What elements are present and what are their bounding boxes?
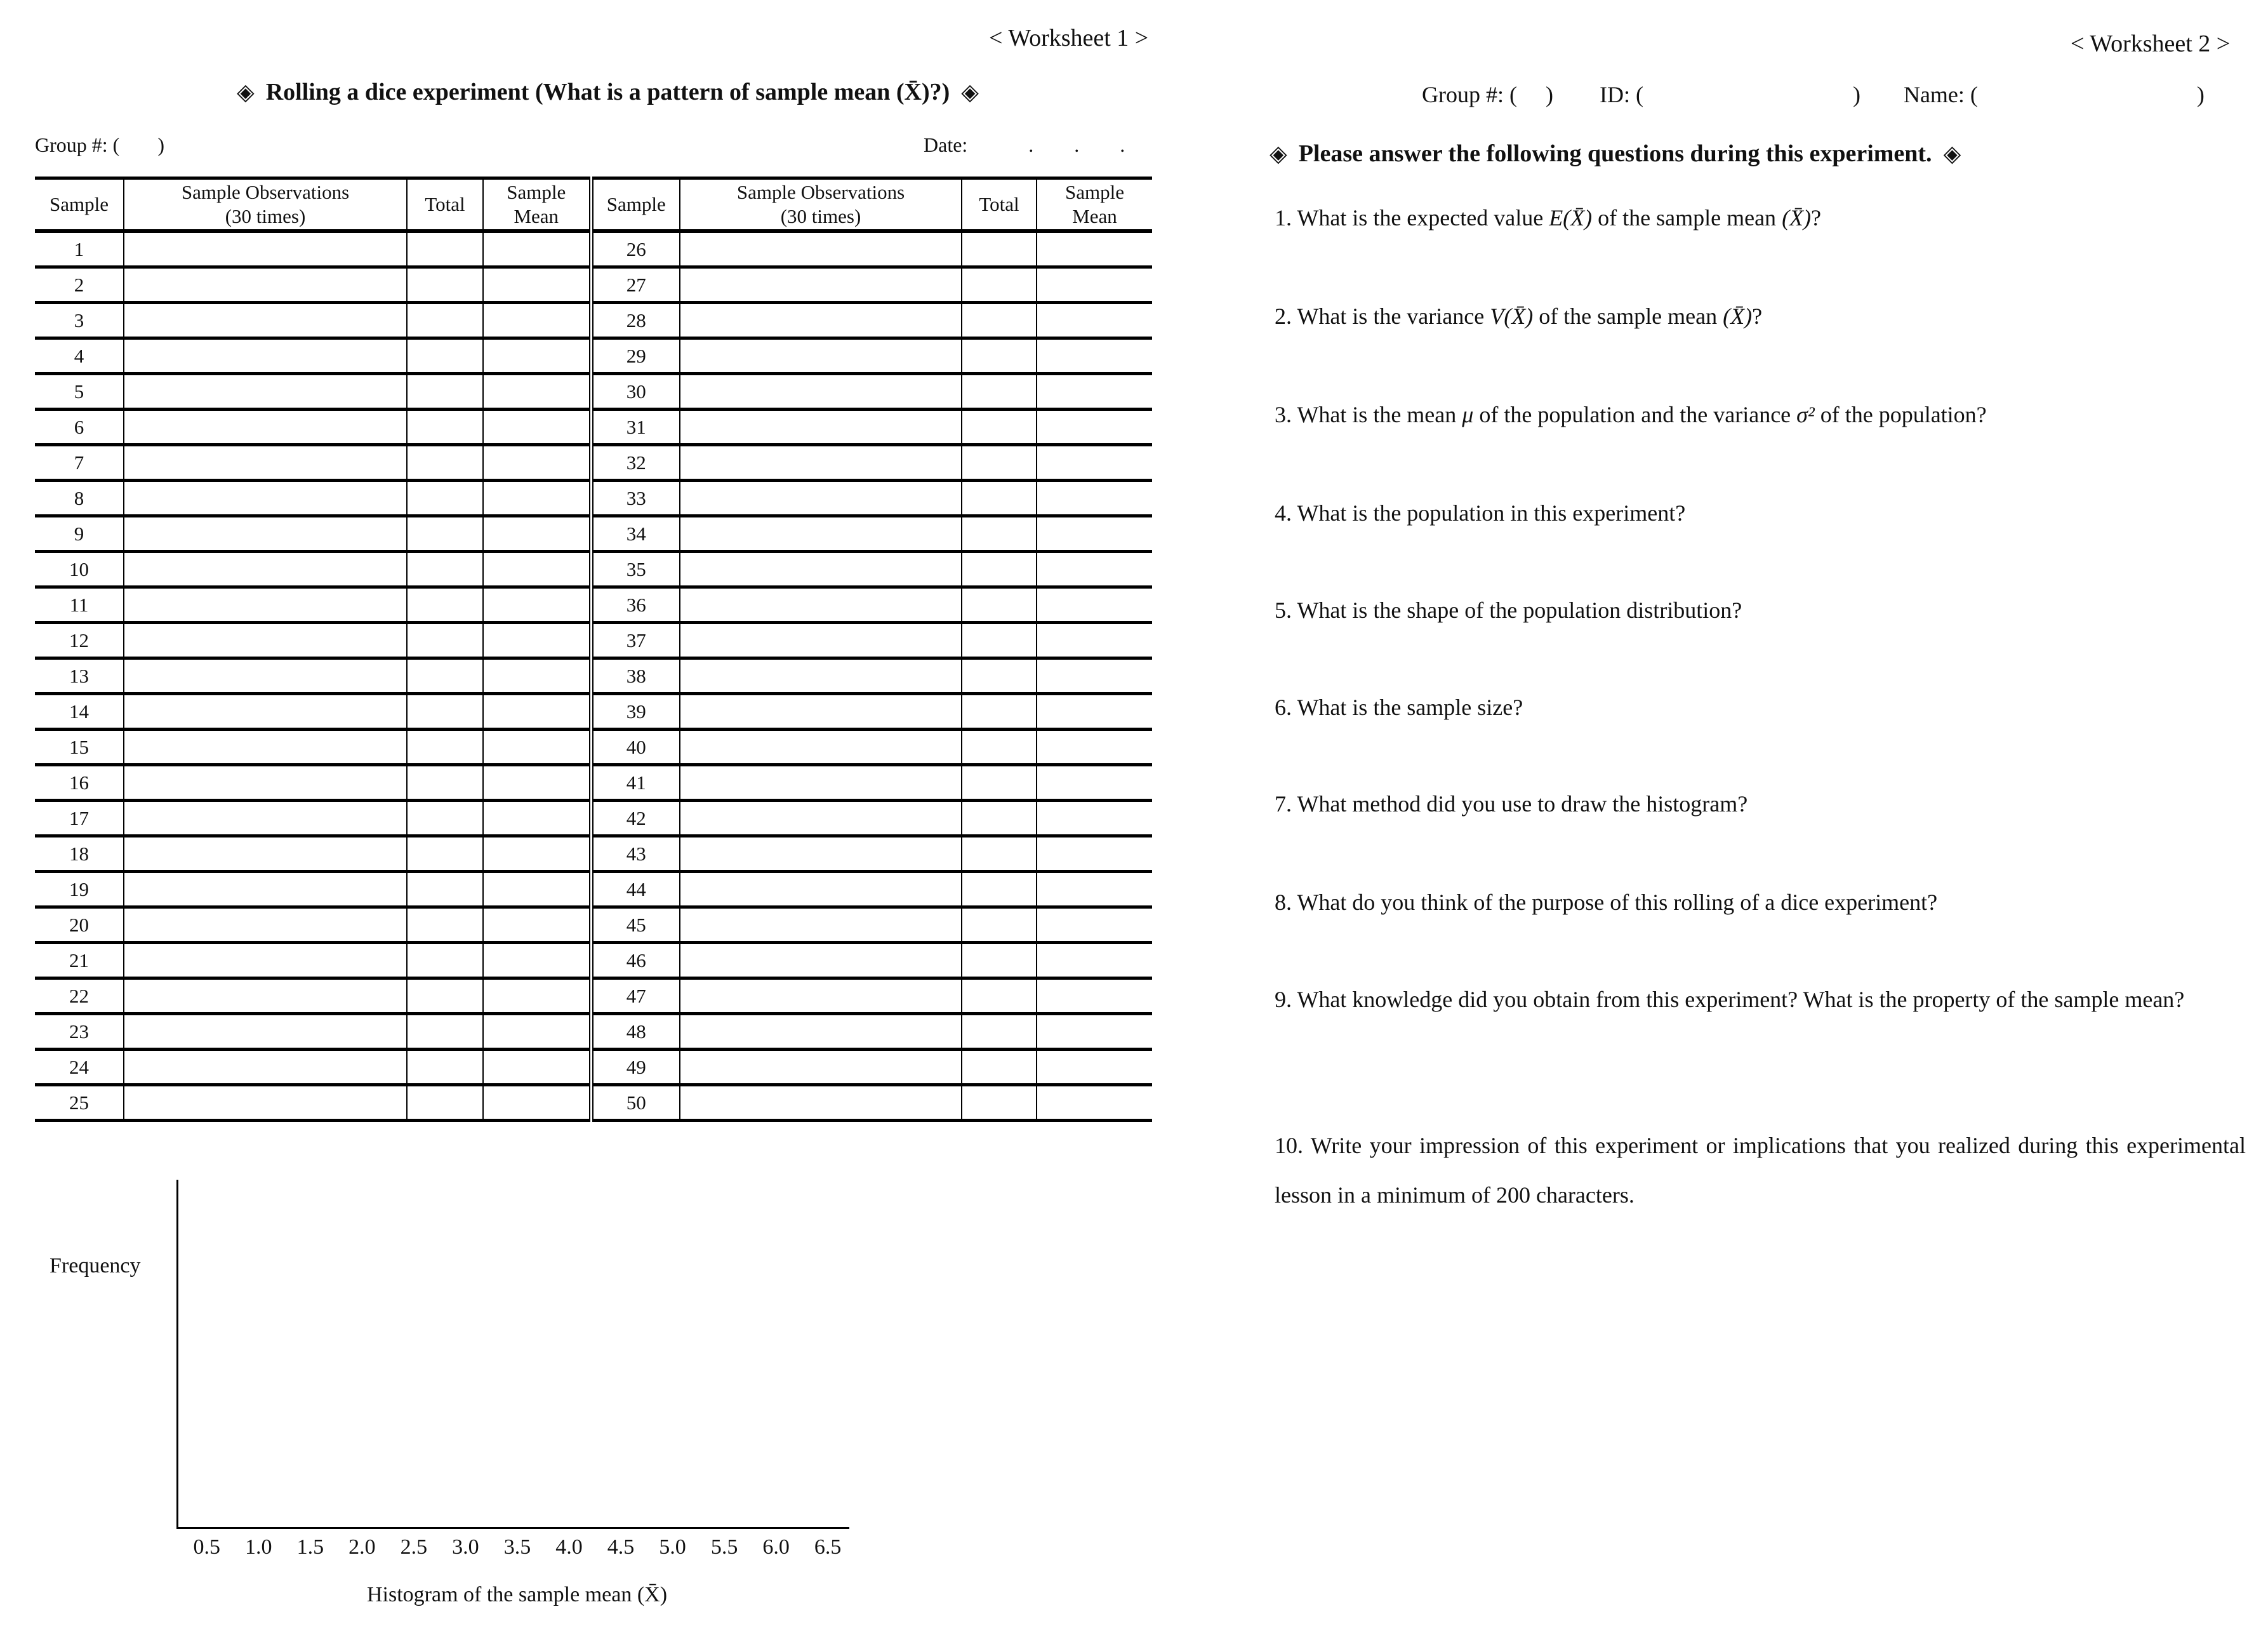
observations-cell[interactable] [680,943,962,978]
worksheet-1-label: < Worksheet 1 > [989,25,1149,51]
sample-mean-cell[interactable] [483,765,591,801]
sample-mean-cell[interactable] [1037,694,1152,730]
question-4: 4. What is the population in this experiment? [1275,500,1686,526]
worksheet-2-label: < Worksheet 2 > [2071,30,2231,57]
observations-cell[interactable] [124,658,407,694]
sample-number: 40 [591,730,680,765]
sample-number: 34 [591,516,680,552]
total-cell[interactable] [407,338,483,374]
table-row [35,374,1152,410]
x-tick-label: 4.5 [607,1535,635,1559]
sample-mean-cell[interactable] [1037,303,1152,338]
observations-cell[interactable] [124,694,407,730]
header-sample-mean: Sample Mean [1037,178,1152,232]
sample-mean-cell[interactable] [1037,836,1152,872]
sample-number: 14 [35,694,124,730]
sample-mean-cell[interactable] [1037,730,1152,765]
total-cell[interactable] [407,623,483,658]
sample-number: 21 [35,943,124,978]
observations-cell[interactable] [680,1085,962,1121]
sample-mean-cell[interactable] [1037,1014,1152,1050]
observations-cell[interactable] [124,623,407,658]
question-9: 9. What knowledge did you obtain from this experiment? What is the property of the sample mean? [1275,987,2185,1012]
observations-cell[interactable] [124,516,407,552]
table-row [35,943,1152,978]
sample-mean-cell[interactable] [483,481,591,516]
total-cell[interactable] [962,730,1037,765]
sample-mean-cell[interactable] [1037,658,1152,694]
x-tick-label: 0.5 [193,1535,221,1559]
x-tick-label: 5.5 [710,1535,738,1559]
group-label: Group #: ( [35,133,120,156]
total-cell[interactable] [407,516,483,552]
sample-number: 48 [591,1014,680,1050]
observations-table [35,177,1152,1122]
sample-number: 42 [591,801,680,836]
histogram-x-ticks [181,1535,854,1559]
sample-number: 10 [35,552,124,587]
sample-number: 41 [591,765,680,801]
sample-number: 28 [591,303,680,338]
sample-number: 17 [35,801,124,836]
sample-number: 9 [35,516,124,552]
total-cell[interactable] [407,587,483,623]
sample-number: 23 [35,1014,124,1050]
observations-cell[interactable] [680,303,962,338]
sample-number: 44 [591,872,680,907]
observations-cell[interactable] [680,552,962,587]
total-cell[interactable] [407,694,483,730]
total-cell[interactable] [962,694,1037,730]
sample-number: 26 [591,231,680,267]
observations-cell[interactable] [124,943,407,978]
sample-number: 29 [591,338,680,374]
sample-mean-cell[interactable] [1037,765,1152,801]
observations-cell[interactable] [124,481,407,516]
date-label: Date: [924,133,968,156]
observations-cell[interactable] [680,516,962,552]
total-cell[interactable] [407,1050,483,1085]
sample-number: 19 [35,872,124,907]
sample-mean-cell[interactable] [483,410,591,445]
instructions-heading [1270,140,1972,168]
total-cell[interactable] [407,872,483,907]
total-cell[interactable] [407,978,483,1014]
sample-number: 45 [591,907,680,943]
histogram-y-axis [176,1180,178,1529]
header-total: Total [407,178,483,232]
observations-cell[interactable] [124,836,407,872]
sample-number: 38 [591,658,680,694]
total-cell[interactable] [407,765,483,801]
total-cell[interactable] [962,1014,1037,1050]
table-row [35,481,1152,516]
histogram-x-label: Histogram of the sample mean (X̄) [367,1583,668,1606]
table-row [35,516,1152,552]
observations-cell[interactable] [680,1050,962,1085]
observations-cell[interactable] [680,730,962,765]
question-8: 8. What do you think of the purpose of this rolling of a dice experiment? [1275,890,1938,915]
total-cell[interactable] [407,481,483,516]
instructions-text: Please answer the following questions during this experiment. [1298,140,1932,167]
header-sample: Sample [591,178,680,232]
sample-mean-cell[interactable] [483,303,591,338]
sample-mean-cell[interactable] [483,267,591,303]
question-5: 5. What is the shape of the population distribution? [1275,597,1742,623]
total-cell[interactable] [407,801,483,836]
total-cell[interactable] [407,303,483,338]
observations-cell[interactable] [124,978,407,1014]
table-row [35,658,1152,694]
sample-mean-cell[interactable] [1037,374,1152,410]
sample-mean-cell[interactable] [1037,552,1152,587]
sample-mean-cell[interactable] [483,587,591,623]
sample-mean-cell[interactable] [483,943,591,978]
observations-cell[interactable] [680,587,962,623]
observations-cell[interactable] [124,303,407,338]
total-cell[interactable] [962,872,1037,907]
sample-mean-cell[interactable] [483,516,591,552]
total-cell[interactable] [407,836,483,872]
sample-number: 33 [591,481,680,516]
sample-mean-cell[interactable] [483,1050,591,1085]
observations-cell[interactable] [124,872,407,907]
observations-cell[interactable] [680,836,962,872]
sample-mean-cell[interactable] [1037,978,1152,1014]
total-cell[interactable] [962,587,1037,623]
sample-number: 8 [35,481,124,516]
diamond-icon: ◈ [961,79,979,105]
total-cell[interactable] [962,1085,1037,1121]
group-close: ) [157,133,164,156]
sample-number: 39 [591,694,680,730]
question-3: 3. What is the mean μ of the population and the variance σ² of the population? [1275,402,1987,427]
sample-mean-cell[interactable] [483,231,591,267]
sample-mean-cell[interactable] [1037,801,1152,836]
diamond-icon: ◈ [237,79,255,105]
sample-number: 43 [591,836,680,872]
question-1: 1. What is the expected value E(X̄) of the sample mean (X̄)? [1275,205,1822,230]
table-row [35,552,1152,587]
observations-cell[interactable] [680,1014,962,1050]
question-10: 10. Write your impression of this experiment or implications that you realized during this experimental lesson in a minimum of 200 characters. [1275,1133,2246,1208]
total-cell[interactable] [407,231,483,267]
sample-number: 36 [591,587,680,623]
total-cell[interactable] [407,1014,483,1050]
observations-cell[interactable] [680,801,962,836]
total-cell[interactable] [407,730,483,765]
name-field[interactable]: Name: ( ) [1903,82,2205,107]
date-placeholder: . . . [1028,133,1125,156]
observations-cell[interactable] [124,765,407,801]
observations-cell[interactable] [680,231,962,267]
sample-number: 12 [35,623,124,658]
sample-number: 18 [35,836,124,872]
sample-number: 35 [591,552,680,587]
sample-mean-cell[interactable] [483,374,591,410]
total-cell[interactable] [962,978,1037,1014]
observations-cell[interactable] [124,587,407,623]
sample-number: 2 [35,267,124,303]
observations-cell[interactable] [124,374,407,410]
sample-mean-cell[interactable] [483,1085,591,1121]
total-cell[interactable] [962,516,1037,552]
observations-cell[interactable] [124,338,407,374]
observations-cell[interactable] [680,765,962,801]
sample-number: 7 [35,445,124,481]
table-row [35,1085,1152,1121]
histogram-x-axis [176,1527,849,1529]
sample-mean-cell[interactable] [483,801,591,836]
observations-cell[interactable] [124,907,407,943]
question-6: 6. What is the sample size? [1275,695,1523,720]
sample-mean-cell[interactable] [1037,943,1152,978]
worksheet-1-title-text: Rolling a dice experiment (What is a pattern of sample mean (X̄)?) [265,79,950,105]
sample-mean-cell[interactable] [1037,623,1152,658]
table-row [35,836,1152,872]
sample-number: 25 [35,1085,124,1121]
sample-number: 20 [35,907,124,943]
table-row [35,730,1152,765]
observations-cell[interactable] [680,658,962,694]
observations-cell[interactable] [124,267,407,303]
observations-cell[interactable] [124,801,407,836]
table-header-row [35,178,1152,232]
observations-cell[interactable] [680,872,962,907]
table-row [35,907,1152,943]
observations-cell[interactable] [680,978,962,1014]
table-row [35,1050,1152,1085]
observations-cell[interactable] [124,1050,407,1085]
id-field[interactable]: ID: ( ) [1599,82,1860,107]
total-cell[interactable] [407,374,483,410]
total-cell[interactable] [407,907,483,943]
sample-number: 16 [35,765,124,801]
x-tick-label: 2.5 [400,1535,428,1559]
total-cell[interactable] [962,765,1037,801]
total-cell[interactable] [962,338,1037,374]
sample-mean-cell[interactable] [1037,410,1152,445]
total-cell[interactable] [962,410,1037,445]
observations-cell[interactable] [680,374,962,410]
total-cell[interactable] [962,943,1037,978]
x-tick-label: 3.0 [452,1535,479,1559]
sample-mean-cell[interactable] [483,694,591,730]
total-cell[interactable] [407,1085,483,1121]
table-row [35,231,1152,267]
table-row [35,623,1152,658]
diamond-icon: ◈ [1270,141,1287,166]
total-cell[interactable] [407,410,483,445]
sample-mean-cell[interactable] [483,730,591,765]
sample-mean-cell[interactable] [483,623,591,658]
sample-mean-cell[interactable] [1037,907,1152,943]
sample-number: 31 [591,410,680,445]
sample-mean-cell[interactable] [1037,445,1152,481]
total-cell[interactable] [962,552,1037,587]
observations-cell[interactable] [124,730,407,765]
observations-cell[interactable] [680,623,962,658]
sample-mean-cell[interactable] [1037,516,1152,552]
sample-number: 11 [35,587,124,623]
total-cell[interactable] [962,267,1037,303]
sample-number: 46 [591,943,680,978]
sample-number: 50 [591,1085,680,1121]
sample-mean-cell[interactable] [483,338,591,374]
sample-number: 22 [35,978,124,1014]
sample-number: 3 [35,303,124,338]
observations-cell[interactable] [680,410,962,445]
observations-cell[interactable] [124,552,407,587]
sample-mean-cell[interactable] [1037,1085,1152,1121]
sample-mean-cell[interactable] [483,978,591,1014]
total-cell[interactable] [962,658,1037,694]
diamond-icon: ◈ [1943,141,1961,166]
sample-mean-cell[interactable] [1037,231,1152,267]
table-row [35,694,1152,730]
total-cell[interactable] [962,801,1037,836]
total-cell[interactable] [407,445,483,481]
observations-cell[interactable] [124,1014,407,1050]
student-info-row [1422,81,2253,108]
sample-number: 47 [591,978,680,1014]
sample-number: 1 [35,231,124,267]
sample-number: 49 [591,1050,680,1085]
x-tick-label: 6.0 [762,1535,790,1559]
question-2: 2. What is the variance V(X̄) of the sample mean (X̄)? [1275,304,1763,329]
sample-number: 13 [35,658,124,694]
total-cell[interactable] [962,374,1037,410]
x-tick-label: 2.0 [348,1535,376,1559]
total-cell[interactable] [962,1050,1037,1085]
sample-number: 30 [591,374,680,410]
sample-number: 24 [35,1050,124,1085]
sample-number: 27 [591,267,680,303]
worksheet-1-title [225,78,990,106]
sample-number: 32 [591,445,680,481]
total-cell[interactable] [962,623,1037,658]
sample-mean-cell[interactable] [483,836,591,872]
total-cell[interactable] [407,943,483,978]
question-7: 7. What method did you use to draw the histogram? [1275,791,1748,817]
sample-mean-cell[interactable] [1037,481,1152,516]
table-row [35,445,1152,481]
table-row [35,587,1152,623]
x-tick-label: 4.0 [555,1535,583,1559]
header-observations: Sample Observations (30 times) [680,178,962,232]
total-cell[interactable] [962,907,1037,943]
date-field[interactable] [924,133,1125,157]
observations-cell[interactable] [680,445,962,481]
sample-mean-cell[interactable] [483,445,591,481]
x-tick-label: 1.0 [245,1535,272,1559]
table-row [35,303,1152,338]
x-tick-label: 1.5 [296,1535,324,1559]
table-row [35,410,1152,445]
observations-cell[interactable] [124,1085,407,1121]
header-observations: Sample Observations (30 times) [124,178,407,232]
header-sample: Sample [35,178,124,232]
group-number-field[interactable] [35,133,164,157]
total-cell[interactable] [962,303,1037,338]
observations-cell[interactable] [680,338,962,374]
table-row [35,801,1152,836]
table-row [35,978,1152,1014]
sample-mean-cell[interactable] [483,658,591,694]
observations-cell[interactable] [124,445,407,481]
total-cell[interactable] [962,231,1037,267]
table-row [35,1014,1152,1050]
histogram-y-label: Frequency [50,1254,141,1278]
sample-mean-cell[interactable] [483,907,591,943]
sample-mean-cell[interactable] [483,1014,591,1050]
sample-number: 6 [35,410,124,445]
table-row [35,267,1152,303]
total-cell[interactable] [407,658,483,694]
sample-mean-cell[interactable] [1037,1050,1152,1085]
observations-cell[interactable] [124,410,407,445]
sample-mean-cell[interactable] [1037,872,1152,907]
table-row [35,338,1152,374]
sample-number: 4 [35,338,124,374]
observations-cell[interactable] [124,231,407,267]
x-tick-label: 5.0 [659,1535,686,1559]
header-total: Total [962,178,1037,232]
total-cell[interactable] [962,481,1037,516]
group-number-field[interactable]: Group #: ( ) [1422,82,1553,107]
total-cell[interactable] [962,445,1037,481]
observations-cell[interactable] [680,907,962,943]
x-tick-label: 3.5 [503,1535,531,1559]
total-cell[interactable] [407,552,483,587]
table-row [35,872,1152,907]
header-sample-mean: Sample Mean [483,178,591,232]
sample-mean-cell[interactable] [483,872,591,907]
sample-mean-cell[interactable] [1037,267,1152,303]
sample-number: 15 [35,730,124,765]
sample-mean-cell[interactable] [1037,338,1152,374]
x-tick-label: 6.5 [814,1535,842,1559]
table-row [35,765,1152,801]
sample-number: 5 [35,374,124,410]
sample-number: 37 [591,623,680,658]
total-cell[interactable] [962,836,1037,872]
total-cell[interactable] [407,267,483,303]
observations-cell[interactable] [680,481,962,516]
sample-mean-cell[interactable] [483,552,591,587]
observations-cell[interactable] [680,694,962,730]
observations-cell[interactable] [680,267,962,303]
sample-mean-cell[interactable] [1037,587,1152,623]
